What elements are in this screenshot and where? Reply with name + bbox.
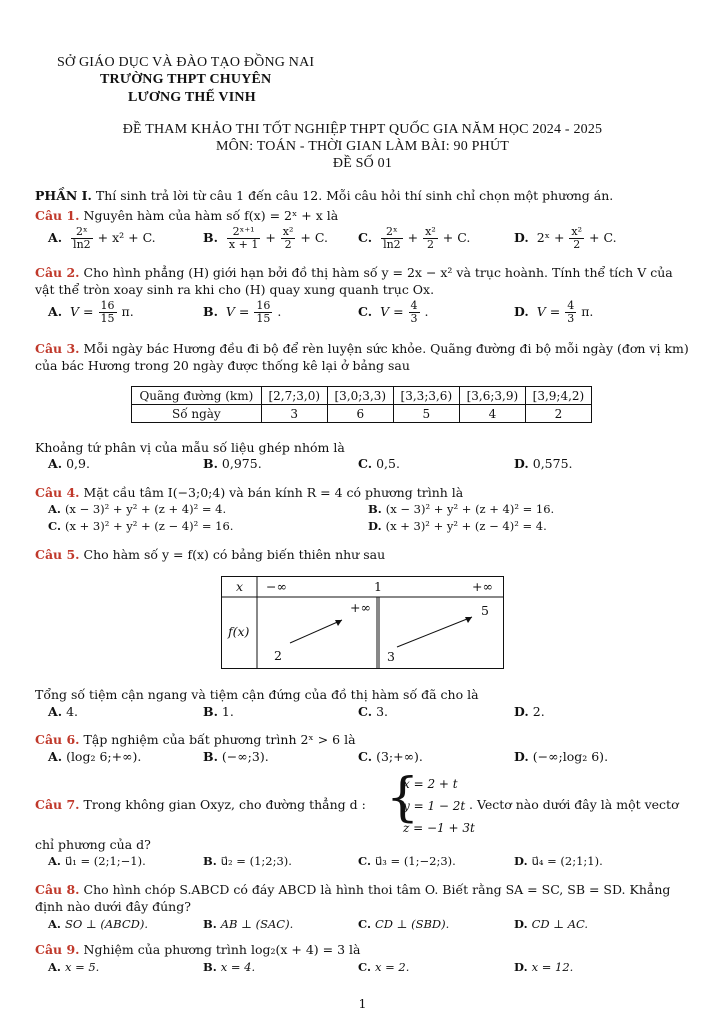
exam-title: ĐỀ THAM KHẢO THI TỐT NGHIỆP THPT QUỐC GIA NĂM HỌC 2024 - 2025 [122,122,603,137]
question-text: Nguyên hàm của hàm số f(x) = 2ˣ + x là [83,208,339,223]
exam-subject: MÔN: TOÁN - THỜI GIAN LÀM BÀI: 90 PHÚT [215,139,510,154]
part-label: PHẦN I. [35,188,92,203]
option-label: B. [203,304,218,319]
fraction: $\frac{\text{2ˣ⁺¹}}{x + 1}$ [228,225,259,251]
q2-option-a[interactable]: A. V = $\frac{16}{15}$ π. [48,299,134,325]
question-4 [35,484,695,501]
question-8 [35,881,695,915]
table-cell: [3,3;3,6) [393,387,459,405]
question-label: Câu 7. [35,797,80,812]
q8-option-d[interactable]: D. CD ⊥ AC. [514,917,589,931]
frequency-table [131,386,592,423]
q3-followup: Khoảng tứ phân vị của mẫu số liệu ghép nhóm là [35,440,345,455]
q7-option-a[interactable]: A. u⃗₁ = (2;1;−1). [48,854,146,868]
department-name: SỞ GIÁO DỤC VÀ ĐÀO TẠO ĐỒNG NAI [57,55,315,70]
fraction: $\frac{4}{3}$ [410,299,418,325]
q6-option-b[interactable]: B. (−∞;3). [203,749,269,764]
option-label: D. [514,230,529,245]
x-critical-point: 1 [374,579,382,594]
fraction: $\frac{\text{2ˣ}}{\ln 2}$ [383,225,401,251]
question-7-cont-2: chỉ phương của d? [35,837,151,852]
variation-table-lines [222,577,503,668]
q7-option-d[interactable]: D. u⃗₄ = (2;1;1). [514,854,603,868]
question-9 [35,941,695,958]
table-cell: [3,9;4,2) [525,387,591,405]
q5-option-d[interactable]: D. 2. [514,704,545,719]
fraction: $\frac{\text{x²}}{2}$ [571,225,583,251]
question-label: Câu 4. [35,485,80,500]
q1-option-c[interactable]: C. $\frac{\text{2ˣ}}{\ln 2}$ + $\frac{\text{x²}}{2}$ + C. [358,225,471,251]
x-pos-inf: +∞ [472,579,493,594]
q1-option-b[interactable]: B. $\frac{\text{2ˣ⁺¹}}{x + 1}$ + $\frac{\text{x²}}{2}$ + C. [203,225,328,251]
value-high-left: +∞ [350,600,371,615]
f-label: f(x) [228,624,250,639]
table-cell: [2,7;3,0) [261,387,327,405]
table-cell: 5 [393,405,459,423]
q5-option-b[interactable]: B. 1. [203,704,234,719]
value-high-right: 5 [481,603,489,618]
question-2 [35,264,695,298]
q9-option-a[interactable]: A. x = 5. [48,960,100,974]
fraction: $\frac{\text{2ˣ}}{\ln 2}$ [73,225,91,251]
q3-option-d[interactable]: D. 0,575. [514,456,573,471]
question-1 [35,207,695,224]
q2-option-d[interactable]: D. V = $\frac{4}{3}$ π. [514,299,594,325]
q4-option-d[interactable]: D. (x + 3)² + y² + (z − 4)² = 4. [368,519,547,533]
question-label: Câu 5. [35,547,80,562]
q5-option-a[interactable]: A. 4. [48,704,78,719]
q4-option-b[interactable]: B. (x − 3)² + y² + (z + 4)² = 16. [368,502,555,516]
q9-option-c[interactable]: C. x = 2. [358,960,410,974]
option-label: C. [358,304,373,319]
question-label: Câu 9. [35,942,80,957]
q8-option-a[interactable]: A. SO ⊥ (ABCD). [48,917,148,931]
question-label: Câu 2. [35,265,80,280]
q3-option-a[interactable]: A. 0,9. [48,456,90,471]
question-text: Cho hình chóp S.ABCD có đáy ABCD là hình thoi tâm O. Biết rằng SA = SC, SB = SD. Khẳng định nào dưới đây đúng? [35,882,671,914]
question-text: Mặt cầu tâm I(−3;0;4) và bán kính R = 4 có phương trình là [83,485,464,500]
fraction: $\frac{4}{3}$ [567,299,575,325]
question-text: Cho hình phẳng (H) giới hạn bởi đồ thị hàm số y = 2x − x² và trục hoành. Tính thể tích V của vật thể tròn xoay sinh ra khi cho (H) quay xung quanh trục Ox. [35,265,673,297]
table-cell: 4 [459,405,525,423]
question-3 [35,340,695,374]
fraction: $\frac{\text{x²}}{2}$ [425,225,436,251]
question-label: Câu 1. [35,208,80,223]
q4-option-a[interactable]: A. (x − 3)² + y² + (z + 4)² = 4. [48,502,227,516]
q4-option-c[interactable]: C. (x + 3)² + y² + (z − 4)² = 16. [48,519,234,533]
value-low-left: 2 [274,648,282,663]
question-label: Câu 6. [35,732,80,747]
table-cell: Quãng đường (km) [132,387,262,405]
table-cell: 3 [261,405,327,423]
x-label: x [236,579,244,594]
q3-option-b[interactable]: B. 0,975. [203,456,262,471]
system-brace: { [386,768,420,828]
option-label: A. [48,304,63,319]
q9-option-b[interactable]: B. x = 4. [203,960,256,974]
question-5 [35,546,695,563]
table-header-row [132,387,592,405]
question-label: Câu 8. [35,882,80,897]
option-label: B. [203,230,218,245]
q3-option-c[interactable]: C. 0,5. [358,456,400,471]
q8-option-c[interactable]: C. CD ⊥ (SBD). [358,917,450,931]
question-7 [35,796,366,813]
q6-option-c[interactable]: C. (3;+∞). [358,749,423,764]
table-cell: Số ngày [132,405,262,423]
q9-option-d[interactable]: D. x = 12. [514,960,574,974]
q1-option-a[interactable]: A. $\frac{\text{2ˣ}}{\ln 2}$ + x² + C. [48,225,156,251]
option-label: A. [48,230,63,245]
page-number: 1 [358,996,367,1011]
fraction: $\frac{16}{15}$ [100,299,115,325]
option-label: D. [514,304,529,319]
variation-table [221,576,504,669]
q2-option-c[interactable]: C. V = $\frac{4}{3}$ . [358,299,429,325]
q5-option-c[interactable]: C. 3. [358,704,389,719]
line-equation-system: x = 2 + t y = 1 − 2t z = −1 + 3t [403,777,475,835]
question-label: Câu 3. [35,341,80,356]
value-low-right: 3 [387,649,395,664]
x-neg-inf: −∞ [266,579,287,594]
q6-option-a[interactable]: A. (log₂ 6;+∞). [48,749,142,764]
part-instructions [35,187,695,204]
table-cell: [3,0;3,3) [327,387,393,405]
school-name-2: LƯƠNG THẾ VINH [128,90,256,105]
option-label: C. [358,230,373,245]
fraction: $\frac{\text{x²}}{2}$ [282,225,294,251]
q6-option-d[interactable]: D. (−∞;log₂ 6). [514,749,609,764]
q1-option-d[interactable]: D. 2ˣ + $\frac{\text{x²}}{2}$ + C. [514,225,617,251]
table-cell: 6 [327,405,393,423]
q7-option-c[interactable]: C. u⃗₃ = (1;−2;3). [358,854,456,868]
question-6 [35,731,695,748]
question-text: Cho hàm số y = f(x) có bảng biến thiên như sau [83,547,386,562]
question-text: Mỗi ngày bác Hương đều đi bộ để rèn luyện sức khỏe. Quãng đường đi bộ mỗi ngày (đơn vị km) của bác Hương trong 20 ngày được thống kê lại ở bảng sau [35,341,689,373]
q2-option-b[interactable]: B. V = $\frac{16}{15}$ . [203,299,282,325]
q5-followup: Tổng số tiệm cận ngang và tiệm cận đứng của đồ thị hàm số đã cho là [35,687,479,702]
question-7-cont: . Vectơ nào dưới đây là một vectơ [469,797,679,812]
table-cell: 2 [525,405,591,423]
table-row [132,405,592,423]
question-text: Trong không gian Oxyz, cho đường thẳng d : [83,797,366,812]
q8-option-b[interactable]: B. AB ⊥ (SAC). [203,917,294,931]
question-text: Nghiệm của phương trình log₂(x + 4) = 3 là [83,942,361,957]
exam-code: ĐỀ SỐ 01 [332,156,393,171]
fraction: $\frac{16}{15}$ [256,299,271,325]
question-text: Tập nghiệm của bất phương trình 2ˣ > 6 là [83,732,356,747]
table-cell: [3,6;3,9) [459,387,525,405]
q7-option-b[interactable]: B. u⃗₂ = (1;2;3). [203,854,292,868]
school-name: TRƯỜNG THPT CHUYÊN [100,72,272,87]
part-text: Thí sinh trả lời từ câu 1 đến câu 12. Mỗi câu hỏi thí sinh chỉ chọn một phương án. [95,188,614,203]
